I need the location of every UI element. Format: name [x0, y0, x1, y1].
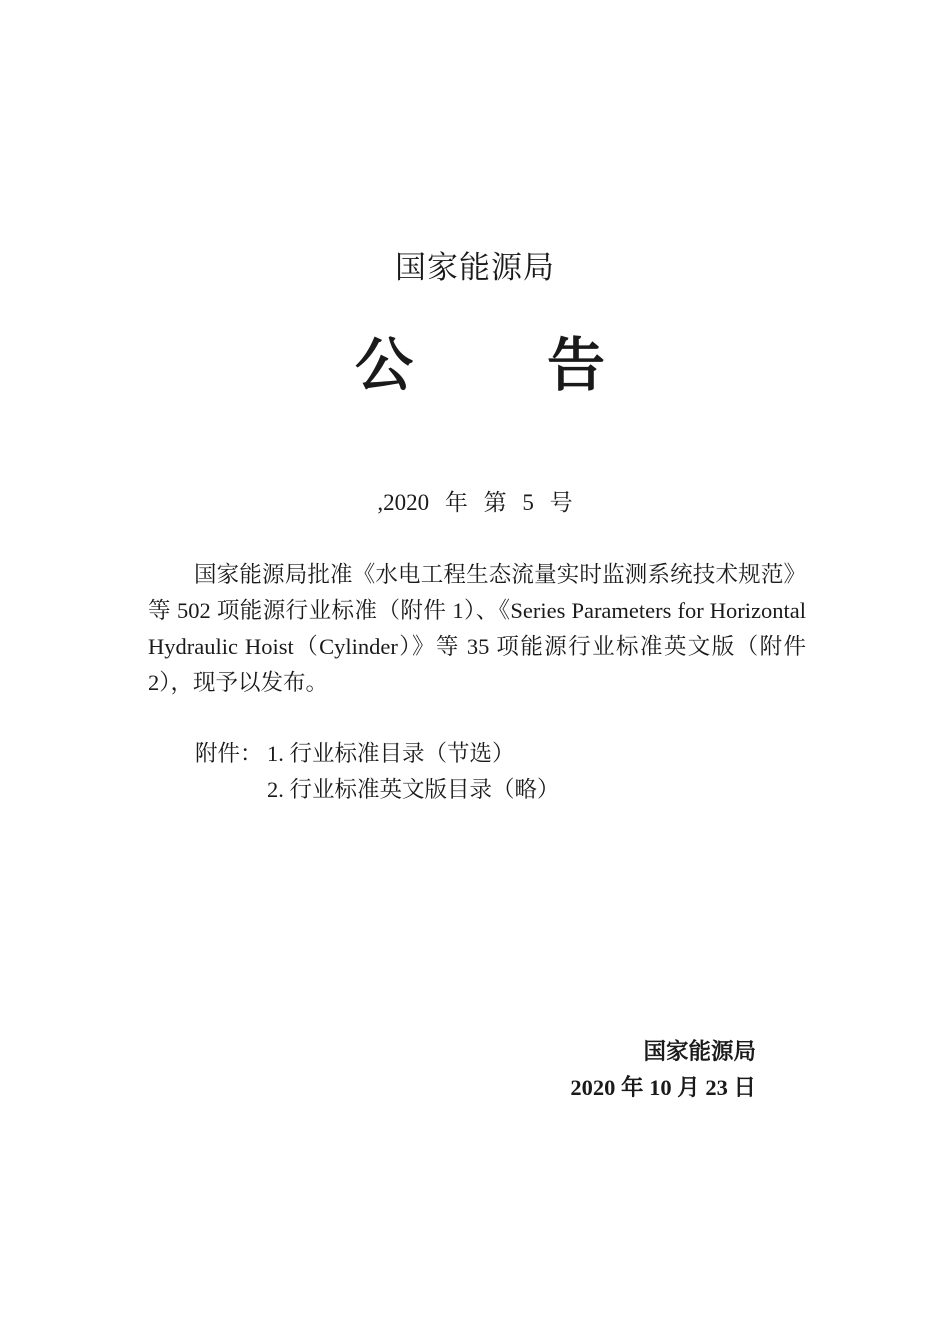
attachments-label: 附件：: [195, 741, 263, 766]
document-type-char-1: 公: [355, 331, 414, 399]
document-type-title: [355, 330, 605, 400]
document-number: ,2020 年 第 5 号: [377, 490, 573, 515]
attachment-row-2: [195, 772, 755, 808]
attachments-section: [195, 736, 755, 808]
attachment-item-2: 2. 行业标准英文版目录（略）: [267, 777, 560, 802]
signature-block: [570, 1034, 756, 1106]
attachment-item-1: 1. 行业标准目录（节选）: [267, 741, 515, 766]
announcement-body: 国家能源局批准《水电工程生态流量实时监测系统技术规范》等 502 项能源行业标准（附件 1）、《Series Parameters for Horizontal Hydraulic Hoist（Cylinder）》等 35 项能源行业标准英文版（附件 2），现予以发布。: [148, 562, 806, 695]
signature-date: 2020 年 10 月 23 日: [570, 1075, 756, 1100]
document-type-char-2: 告: [546, 331, 605, 399]
signature-issuer: 国家能源局: [643, 1039, 756, 1064]
issuer-heading: 国家能源局: [395, 250, 555, 286]
attachment-row-1: [195, 736, 755, 772]
